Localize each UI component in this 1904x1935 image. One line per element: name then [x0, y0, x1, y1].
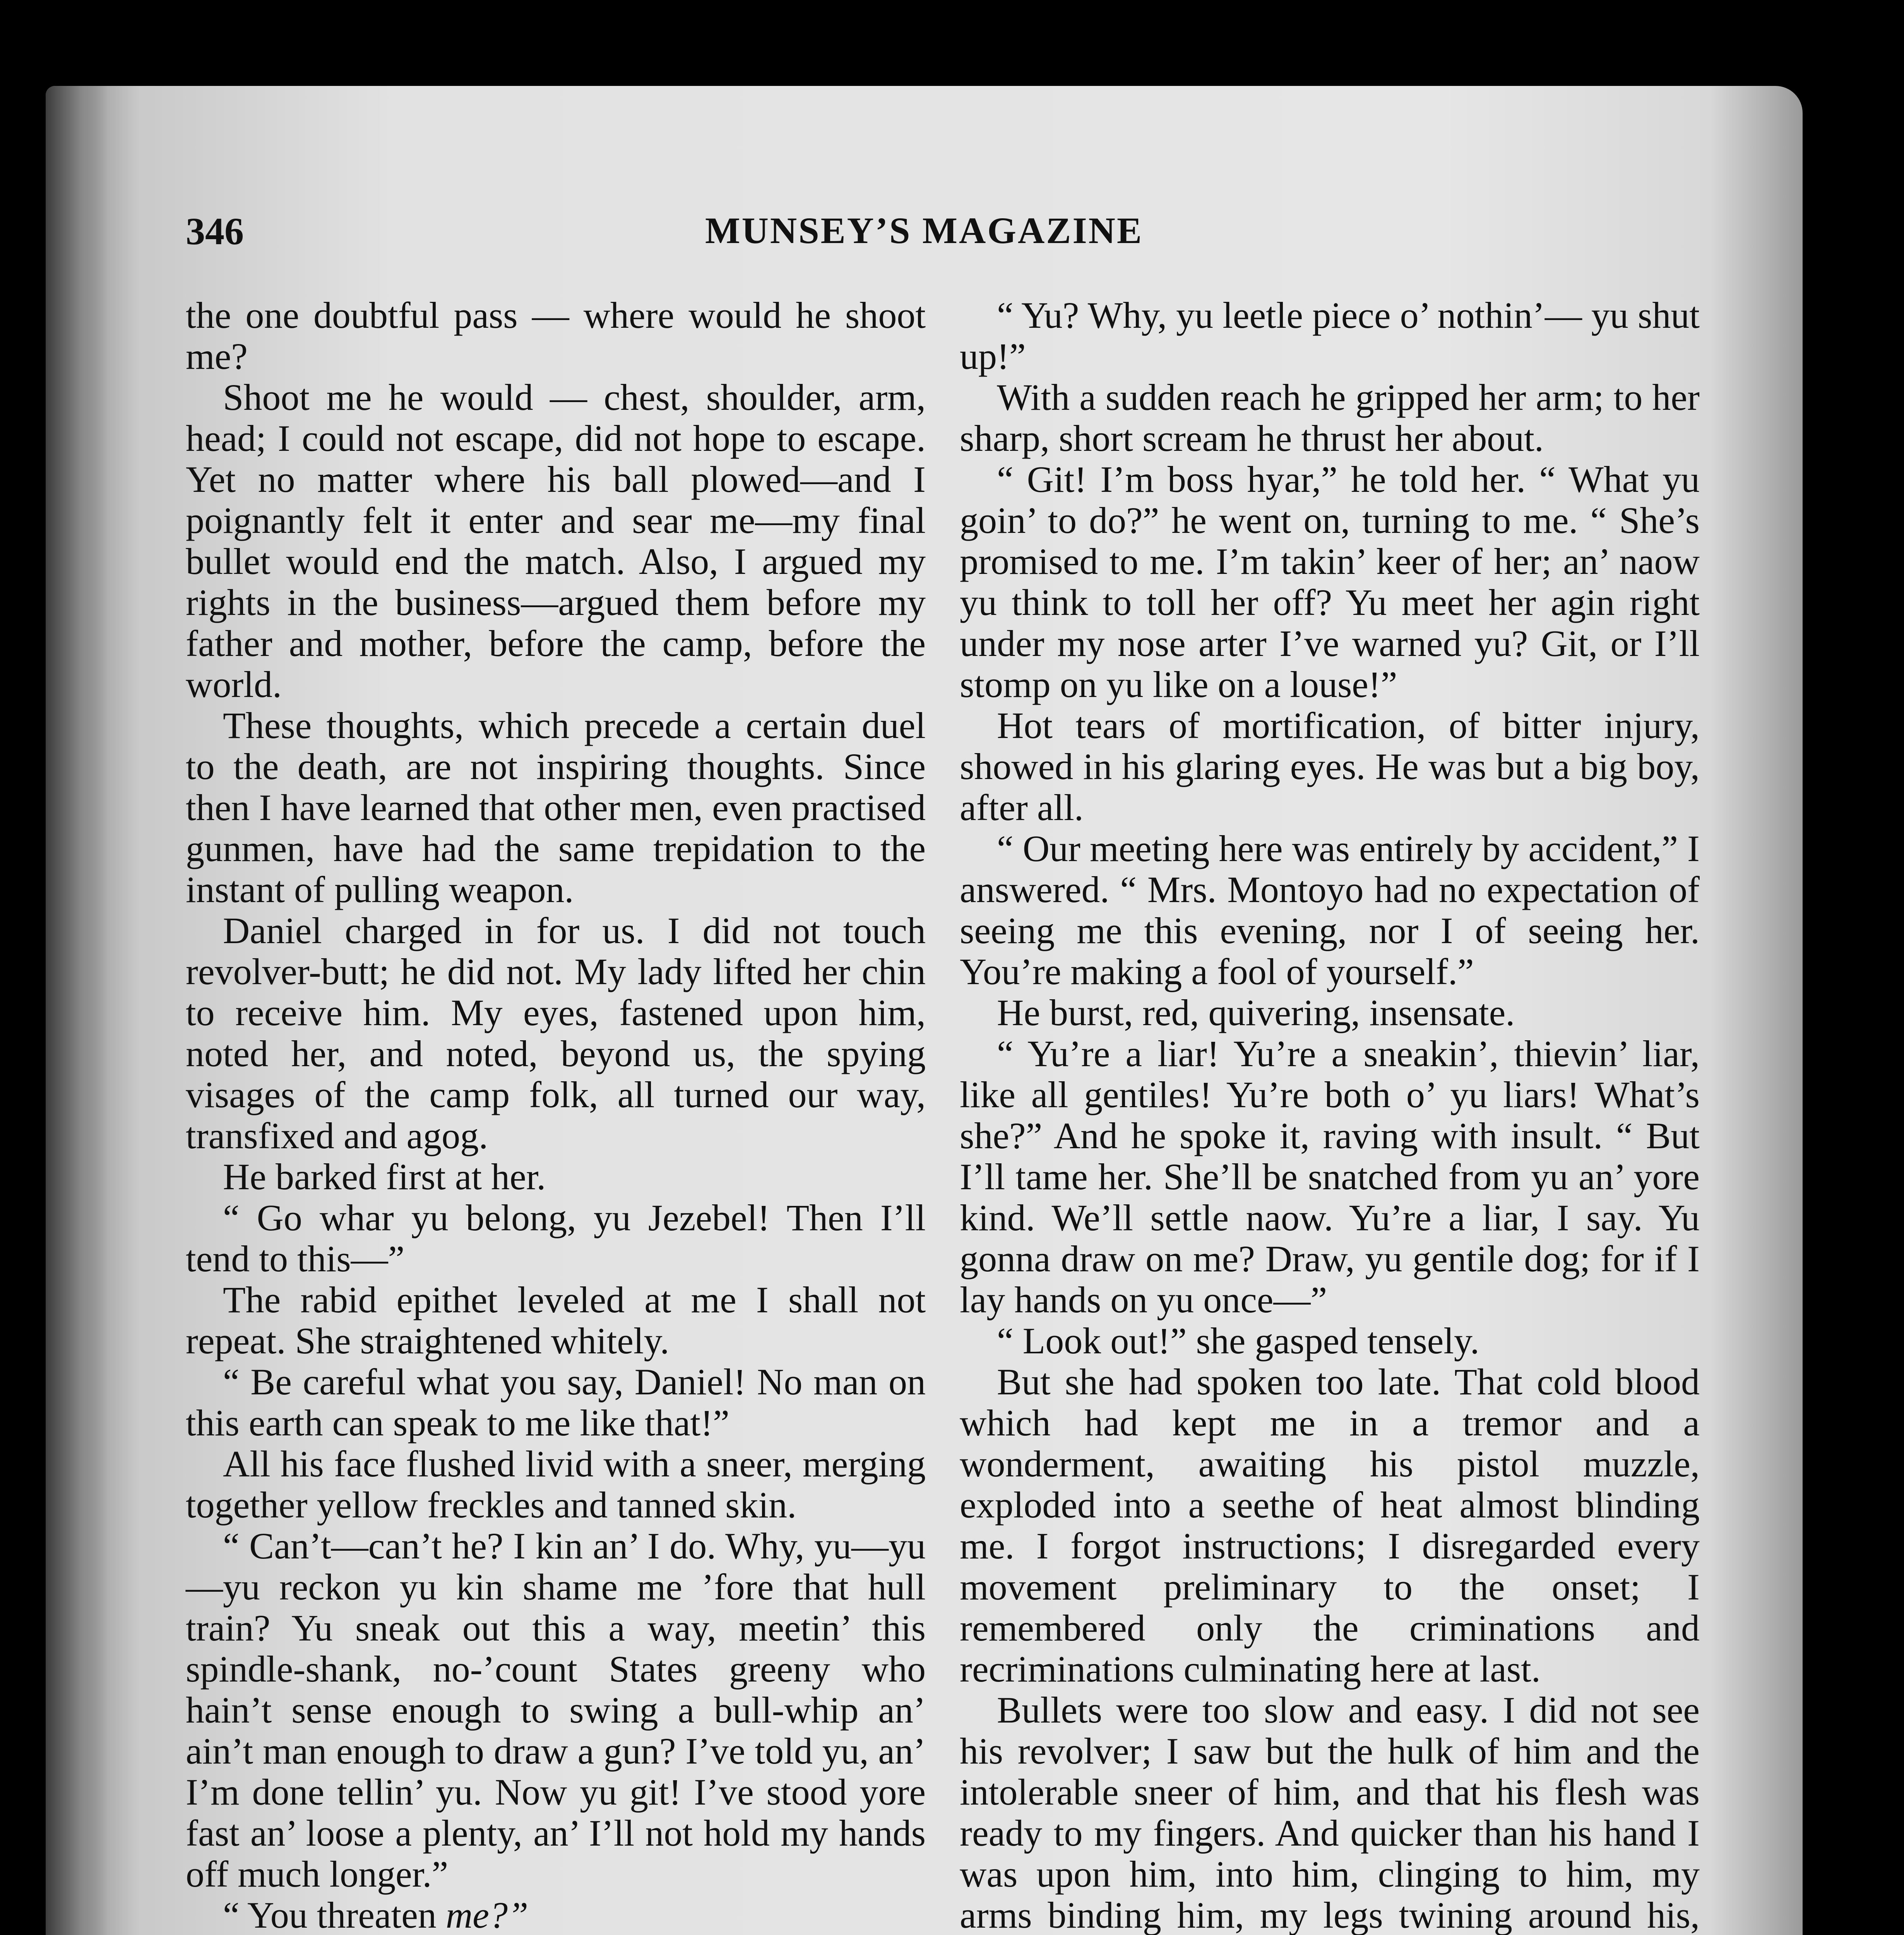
right-column: [960, 295, 1700, 1935]
paragraph: “ Our meeting here was entirely by accident,” I answered. “ Mrs. Montoyo had no expectation of seeing me this evening, nor I of seeing her. You’re making a fool of yourself.”: [960, 828, 1700, 992]
running-title: MUNSEY’S MAGAZINE: [705, 210, 1144, 251]
paragraph: He burst, red, quivering, insensate.: [997, 992, 1515, 1033]
paragraph: These thoughts, which precede a certain duel to the death, are not inspiring thoughts. Since then I have learned that other men, even practised gunmen, have had the same trepidation to the instant of pulling weapon.: [186, 705, 926, 910]
paragraph: With a sudden reach he gripped her arm; to her sharp, short scream he thrust her about.: [960, 377, 1700, 459]
paragraph: “ Can’t—can’t he? I kin an’ I do. Why, yu—yu—yu reckon yu kin shame me ’fore that hull train? Yu sneak out this a way, meetin’ this spindle-shank, no-’count States greeny who hain’t sense enough to swing a bull-whip an’ ain’t man enough to draw a gun? I’ve told yu, an’ I’m done tellin’ yu. Now yu git! I’ve stood yore fast an’ loose a plenty, an’ I’ll not hold my hands off much longer.”: [186, 1525, 926, 1895]
paragraph: the one doubtful pass — where would he shoot me?: [186, 295, 926, 377]
page-header: [46, 209, 1803, 263]
paragraph: Hot tears of mortification, of bitter injury, showed in his glaring eyes. He was but a big boy, after all.: [960, 705, 1700, 828]
paragraph: But she had spoken too late. That cold blood which had kept me in a tremor and a wonderment, awaiting his pistol muzzle, exploded into a seethe of heat almost blinding me. I forgot instructions; I disregarded every movement preliminary to the onset; I remembered only the criminations and recriminations culminating here at last.: [960, 1361, 1700, 1690]
left-column: [186, 295, 926, 1935]
paragraph: [186, 1895, 926, 1935]
paragraph: “ Yu’re a liar! Yu’re a sneakin’, thievin’ liar, like all gentiles! Yu’re both o’ yu liars! What’s she?” And he spoke it, raving with insult. “ But I’ll tame her. She’ll be snatched from yu an’ yore kind. We’ll settle naow. Yu’re a liar, I say. Yu gonna draw on me? Draw, yu gentile dog; for if I lay hands on yu once—”: [960, 1033, 1700, 1320]
page-number: 346: [186, 210, 244, 253]
paragraph: “ Look out!” she gasped tensely.: [997, 1320, 1479, 1361]
paragraph: “ Be careful what you say, Daniel! No man on this earth can speak to me like that!”: [186, 1361, 926, 1444]
paragraph: “ Git! I’m boss hyar,” he told her. “ What yu goin’ to do?” he went on, turning to me. “ She’s promised to me. I’m takin’ keer of her; an’ naow yu think to toll her off? Yu meet her agin right under my nose arter I’ve warned yu? Git, or I’ll stomp on yu like on a louse!”: [960, 459, 1700, 705]
paragraph: Shoot me he would — chest, shoulder, arm, head; I could not escape, did not hope to escape. Yet no matter where his ball plowed—and I poignantly felt it enter and sear me—my final bullet would end the match. Also, I argued my rights in the business—argued them before my father and mother, before the camp, before the world.: [186, 377, 926, 705]
paragraph: “ Yu? Why, yu leetle piece o’ nothin’— yu shut up!”: [960, 295, 1700, 377]
magazine-page: [46, 86, 1803, 1935]
page-spine-shadow: [46, 86, 108, 1935]
italic-text: me?”: [445, 1894, 529, 1935]
paragraph: He barked first at her.: [223, 1156, 546, 1197]
paragraph-text: “ You threaten: [223, 1894, 446, 1935]
paragraph: “ Go whar yu belong, yu Jezebel! Then I’ll tend to this—”: [186, 1197, 926, 1279]
paragraph: All his face flushed livid with a sneer, merging together yellow freckles and tanned skin.: [186, 1443, 926, 1526]
paragraph: Bullets were too slow and easy. I did not see his revolver; I saw but the hulk of him and the intolerable sneer of him, and that his flesh was ready to my fingers. And quicker than his hand I was upon him, into him, clinging to him, my arms binding him, my legs twining around his,: [960, 1689, 1700, 1935]
paragraph: Daniel charged in for us. I did not touch revolver-butt; he did not. My lady lifted her chin to receive him. My eyes, fastened upon him, noted her, and noted, beyond us, the spying visages of the camp folk, all turned our way, transfixed and agog.: [186, 910, 926, 1156]
paragraph: The rabid epithet leveled at me I shall not repeat. She straightened whitely.: [186, 1279, 926, 1361]
